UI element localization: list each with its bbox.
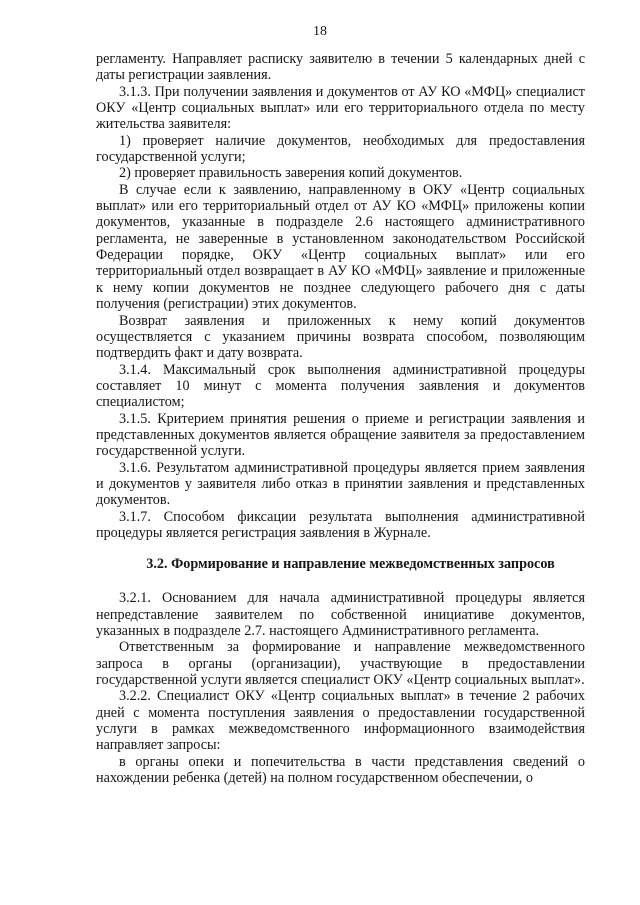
paragraph: 3.1.7. Способом фиксации результата выполнения административной процедуры является регистрация заявления в Журнале. [96,508,585,541]
paragraph: 3.2.2. Специалист ОКУ «Центр социальных выплат» в течение 2 рабочих дней с момента поступления заявления о предоставлении государственной услуги в рамках межведомственного информационного взаимодействия направляет запросы: [96,688,585,754]
paragraph: в органы опеки и попечительства в части представления сведений о нахождении ребенка (детей) на полном государственном обеспечении, о [96,753,585,787]
paragraph: регламенту. Направляет расписку заявителю в течении 5 календарных дней с даты регистрации заявления. [96,51,585,84]
paragraph: Возврат заявления и приложенных к нему копий документов осуществляется с указанием причины возврата способом, позволяющим подтвердить факт и дату возврата. [96,312,585,362]
paragraph: 3.2.1. Основанием для начала административной процедуры является непредставление заявителем по собственной инициативе документов, указанных в подразделе 2.7. настоящего Административного регламента. [96,590,585,639]
paragraph: 1) проверяет наличие документов, необходимых для предоставления государственной услуги; [96,132,585,166]
paragraph: 3.1.3. При получении заявления и документов от АУ КО «МФЦ» специалист ОКУ «Центр социальных выплат» или его территориального отдела по месту жительства заявителя: [96,83,585,133]
paragraph: 2) проверяет правильность заверения копий документов. [119,165,463,182]
page-number: 18 [313,24,327,39]
paragraph: В случае если к заявлению, направленному в ОКУ «Центр социальных выплат» или его территориальный отдел от АУ КО «МФЦ» приложены копии документов, указанные в подразделе 2.6 настоящего административного регламента, не заверенные в установленном законодательством Российской Федерации порядке, ОКУ «Центр социальных выплат» или его территориальный отдел возвращает в АУ КО «МФЦ» заявление и приложенные к нему копии документов не позднее следующего рабочего дня с даты получения (регистрации) этих документов. [96,181,585,313]
paragraph: 3.1.4. Максимальный срок выполнения административной процедуры составляет 10 минут с момента получения заявления и документов специалистом; [96,361,585,411]
document-body [96,51,585,786]
paragraph: 3.1.6. Результатом административной процедуры является прием заявления и документов у заявителя либо отказ в принятии заявления и представленных документов. [96,459,585,509]
paragraph: Ответственным за формирование и направление межведомственного запроса в органы (организации), участвующие в предоставлении государственной услуги является специалист ОКУ «Центр социальных выплат». [96,639,585,689]
paragraph: 3.1.5. Критерием принятия решения о приеме и регистрации заявления и представленных документов является обращение заявителя за предоставлением государственной услуги. [96,410,585,460]
section-heading: 3.2. Формирование и направление межведомственных запросов [146,556,555,573]
